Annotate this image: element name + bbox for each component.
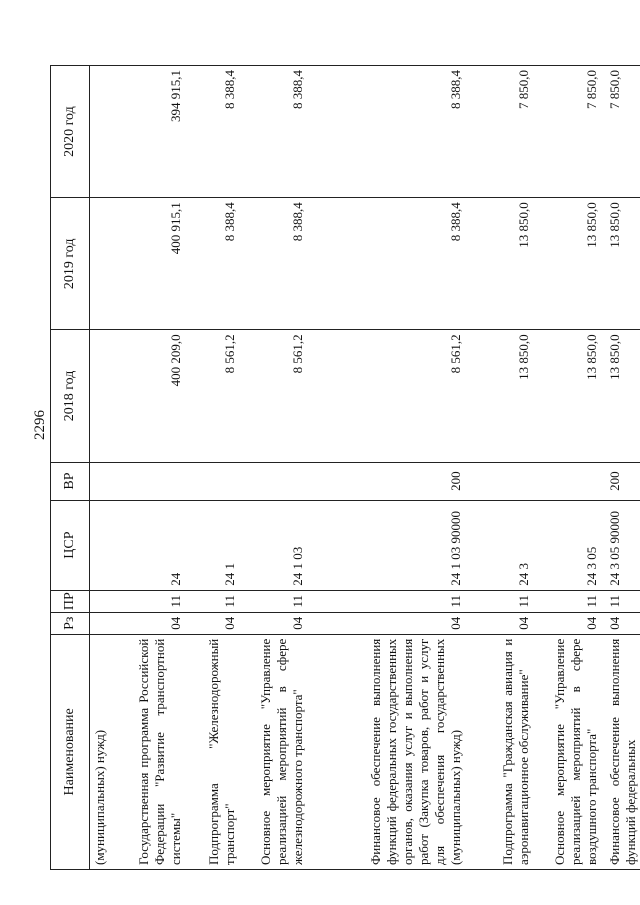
header-csr: ЦСР bbox=[51, 500, 90, 590]
header-2018: 2018 год bbox=[51, 330, 90, 462]
header-pr: ПР bbox=[51, 590, 90, 612]
cell-pr: 11 bbox=[537, 590, 605, 612]
cell-2018 bbox=[90, 330, 112, 462]
cell-csr: 24 bbox=[111, 500, 189, 590]
rotated-table-wrapper bbox=[50, 65, 638, 870]
cell-2018: 13 850,0 bbox=[605, 330, 640, 462]
cell-csr: 24 3 bbox=[469, 500, 537, 590]
cell-rz: 04 bbox=[605, 612, 640, 634]
cell-2019: 8 388,4 bbox=[189, 198, 243, 330]
cell-csr: 24 1 03 bbox=[243, 500, 311, 590]
table-row bbox=[111, 66, 189, 870]
page-number: 2296 bbox=[32, 410, 48, 440]
cell-2019: 8 388,4 bbox=[311, 198, 469, 330]
cell-rz: 04 bbox=[469, 612, 537, 634]
cell-rz: 04 bbox=[189, 612, 243, 634]
cell-csr: 24 3 05 90000 bbox=[605, 500, 640, 590]
table-row bbox=[605, 66, 640, 870]
cell-rz bbox=[90, 612, 112, 634]
cell-csr: 24 1 03 90000 bbox=[311, 500, 469, 590]
cell-2019: 8 388,4 bbox=[243, 198, 311, 330]
table-row bbox=[189, 66, 243, 870]
cell-rz: 04 bbox=[243, 612, 311, 634]
cell-name: Финансовое обеспечение выполнения функций федеральных bbox=[605, 634, 640, 869]
cell-pr: 11 bbox=[243, 590, 311, 612]
header-rz: Рз bbox=[51, 612, 90, 634]
cell-2020 bbox=[90, 66, 112, 198]
header-vr: ВР bbox=[51, 462, 90, 500]
cell-vr bbox=[189, 462, 243, 500]
cell-name: Основное мероприятие "Управление реализацией мероприятий в сфере воздушного транспорта" bbox=[537, 634, 605, 869]
cell-pr: 11 bbox=[311, 590, 469, 612]
header-2020: 2020 год bbox=[51, 66, 90, 198]
cell-pr: 11 bbox=[189, 590, 243, 612]
cell-2019: 13 850,0 bbox=[605, 198, 640, 330]
cell-vr bbox=[243, 462, 311, 500]
cell-2018: 13 850,0 bbox=[537, 330, 605, 462]
cell-2018: 8 561,2 bbox=[311, 330, 469, 462]
table-row bbox=[537, 66, 605, 870]
header-2019: 2019 год bbox=[51, 198, 90, 330]
cell-name: Финансовое обеспечение выполнения функций федеральных государственных органов, оказания услуг и выполнения работ (Закупка товаров, работ и услуг для обеспечения государственных (муниципальных) нужд) bbox=[311, 634, 469, 869]
cell-2018: 400 209,0 bbox=[111, 330, 189, 462]
table-row bbox=[311, 66, 469, 870]
cell-csr: 24 1 bbox=[189, 500, 243, 590]
cell-name: Подпрограмма "Гражданская авиация и аэронавигационное обслуживание" bbox=[469, 634, 537, 869]
table-row bbox=[469, 66, 537, 870]
cell-vr: 200 bbox=[605, 462, 640, 500]
cell-rz: 04 bbox=[537, 612, 605, 634]
cell-2018: 13 850,0 bbox=[469, 330, 537, 462]
cell-vr bbox=[111, 462, 189, 500]
budget-table bbox=[50, 65, 640, 870]
table-row bbox=[90, 66, 112, 870]
cell-2019: 400 915,1 bbox=[111, 198, 189, 330]
cell-2020: 8 388,4 bbox=[311, 66, 469, 198]
cell-2019 bbox=[90, 198, 112, 330]
cell-vr bbox=[537, 462, 605, 500]
cell-rz: 04 bbox=[111, 612, 189, 634]
cell-vr bbox=[90, 462, 112, 500]
cell-2020: 8 388,4 bbox=[243, 66, 311, 198]
cell-2020: 7 850,0 bbox=[537, 66, 605, 198]
cell-vr: 200 bbox=[311, 462, 469, 500]
cell-pr: 11 bbox=[469, 590, 537, 612]
cell-2019: 13 850,0 bbox=[469, 198, 537, 330]
cell-2020: 7 850,0 bbox=[605, 66, 640, 198]
cell-2020: 394 915,1 bbox=[111, 66, 189, 198]
cell-2018: 8 561,2 bbox=[243, 330, 311, 462]
table-row bbox=[243, 66, 311, 870]
cell-rz: 04 bbox=[311, 612, 469, 634]
cell-pr: 11 bbox=[111, 590, 189, 612]
header-name: Наименование bbox=[51, 634, 90, 869]
cell-2020: 8 388,4 bbox=[189, 66, 243, 198]
cell-2020: 7 850,0 bbox=[469, 66, 537, 198]
cell-pr: 11 bbox=[605, 590, 640, 612]
cell-csr bbox=[90, 500, 112, 590]
cell-name: Государственная программа Российской Федерации "Развитие транспортной системы" bbox=[111, 634, 189, 869]
cell-2018: 8 561,2 bbox=[189, 330, 243, 462]
cell-csr: 24 3 05 bbox=[537, 500, 605, 590]
cell-pr bbox=[90, 590, 112, 612]
table-header-row bbox=[51, 66, 90, 870]
cell-2019: 13 850,0 bbox=[537, 198, 605, 330]
cell-vr bbox=[469, 462, 537, 500]
cell-name: (муниципальных) нужд) bbox=[90, 634, 112, 869]
cell-name: Подпрограмма "Железнодорожный транспорт" bbox=[189, 634, 243, 869]
cell-name: Основное мероприятие "Управление реализацией мероприятий в сфере железнодорожного транспорта" bbox=[243, 634, 311, 869]
